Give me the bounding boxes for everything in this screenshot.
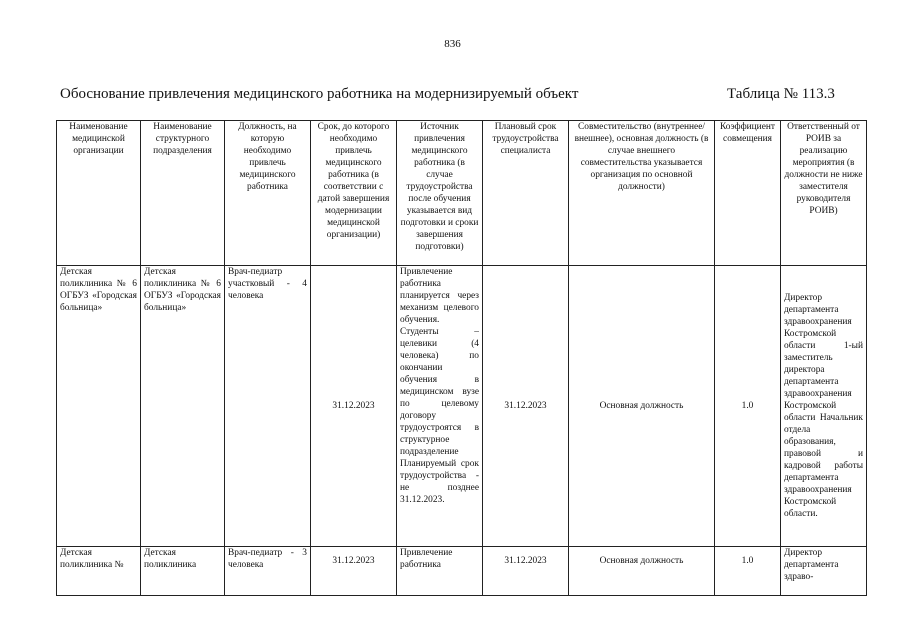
cell-responsible: Директор департамента здраво- xyxy=(781,547,867,596)
cell-deadline: 31.12.2023 xyxy=(311,266,397,547)
table-row xyxy=(57,266,867,547)
table-row xyxy=(57,547,867,596)
cell-subdivision: Детская поликлиника № 6 ОГБУЗ «Городская больница» xyxy=(141,266,225,547)
header-deadline: Срок, до которого необходимо привлечь медицинского работника (в соответствии с датой завершения модернизации медицинской организации) xyxy=(311,121,397,266)
cell-planned-date: 31.12.2023 xyxy=(483,547,569,596)
header-position: Должность, на которую необходимо привлечь медицинского работника xyxy=(225,121,311,266)
cell-position: Врач-педиатр - 3 человека xyxy=(225,547,311,596)
cell-position: Врач-педиатр участковый - 4 человека xyxy=(225,266,311,547)
header-source: Источник привлечения медицинского работника (в случае трудоустройства после обучения указывается вид подготовки и сроки завершения подготовки) xyxy=(397,121,483,266)
cell-planned-date: 31.12.2023 xyxy=(483,266,569,547)
page-number: 836 xyxy=(444,38,461,50)
justification-table xyxy=(56,120,867,596)
cell-coefficient: 1.0 xyxy=(715,266,781,547)
cell-organization: Детская поликлиника № xyxy=(57,547,141,596)
cell-organization: Детская поликлиника № 6 ОГБУЗ «Городская больница» xyxy=(57,266,141,547)
cell-source: Привлечение работника xyxy=(397,547,483,596)
header-combination: Совместительство (внутреннее/внешнее), основная должность (в случае внешнего совместительства указывается организация по основной должности) xyxy=(569,121,715,266)
document-title: Обоснование привлечения медицинского работника на модернизируемый объект xyxy=(60,86,579,102)
cell-combination: Основная должность xyxy=(569,547,715,596)
cell-subdivision: Детская поликлиника xyxy=(141,547,225,596)
cell-combination: Основная должность xyxy=(569,266,715,547)
cell-source: Привлечение работника планируется через механизм целевого обучения. Студенты – целевики (4 человека) по окончании обучения в медицинском вузе по целевому договору трудоустроятся в структурное подразделение Планируемый срок трудоустройства - не позднее 31.12.2023. xyxy=(397,266,483,547)
header-coefficient: Коэффициент совмещения xyxy=(715,121,781,266)
cell-responsible: Директор департамента здравоохранения Костромской области 1-ый заместитель директора департамента здравоохранения Костромской области Начальник отдела образования, правовой и кадровой работы департамента здравоохранения Костромской области. xyxy=(781,266,867,547)
header-planned-date: Плановый срок трудоустройства специалиста xyxy=(483,121,569,266)
header-organization: Наименование медицинской организации xyxy=(57,121,141,266)
cell-deadline: 31.12.2023 xyxy=(311,547,397,596)
header-subdivision: Наименование структурного подразделения xyxy=(141,121,225,266)
cell-coefficient: 1.0 xyxy=(715,547,781,596)
table-number: Таблица № 113.3 xyxy=(727,86,835,102)
table-header-row xyxy=(57,121,867,266)
header-responsible: Ответственный от РОИВ за реализацию мероприятия (в должности не ниже заместителя руководителя РОИВ) xyxy=(781,121,867,266)
